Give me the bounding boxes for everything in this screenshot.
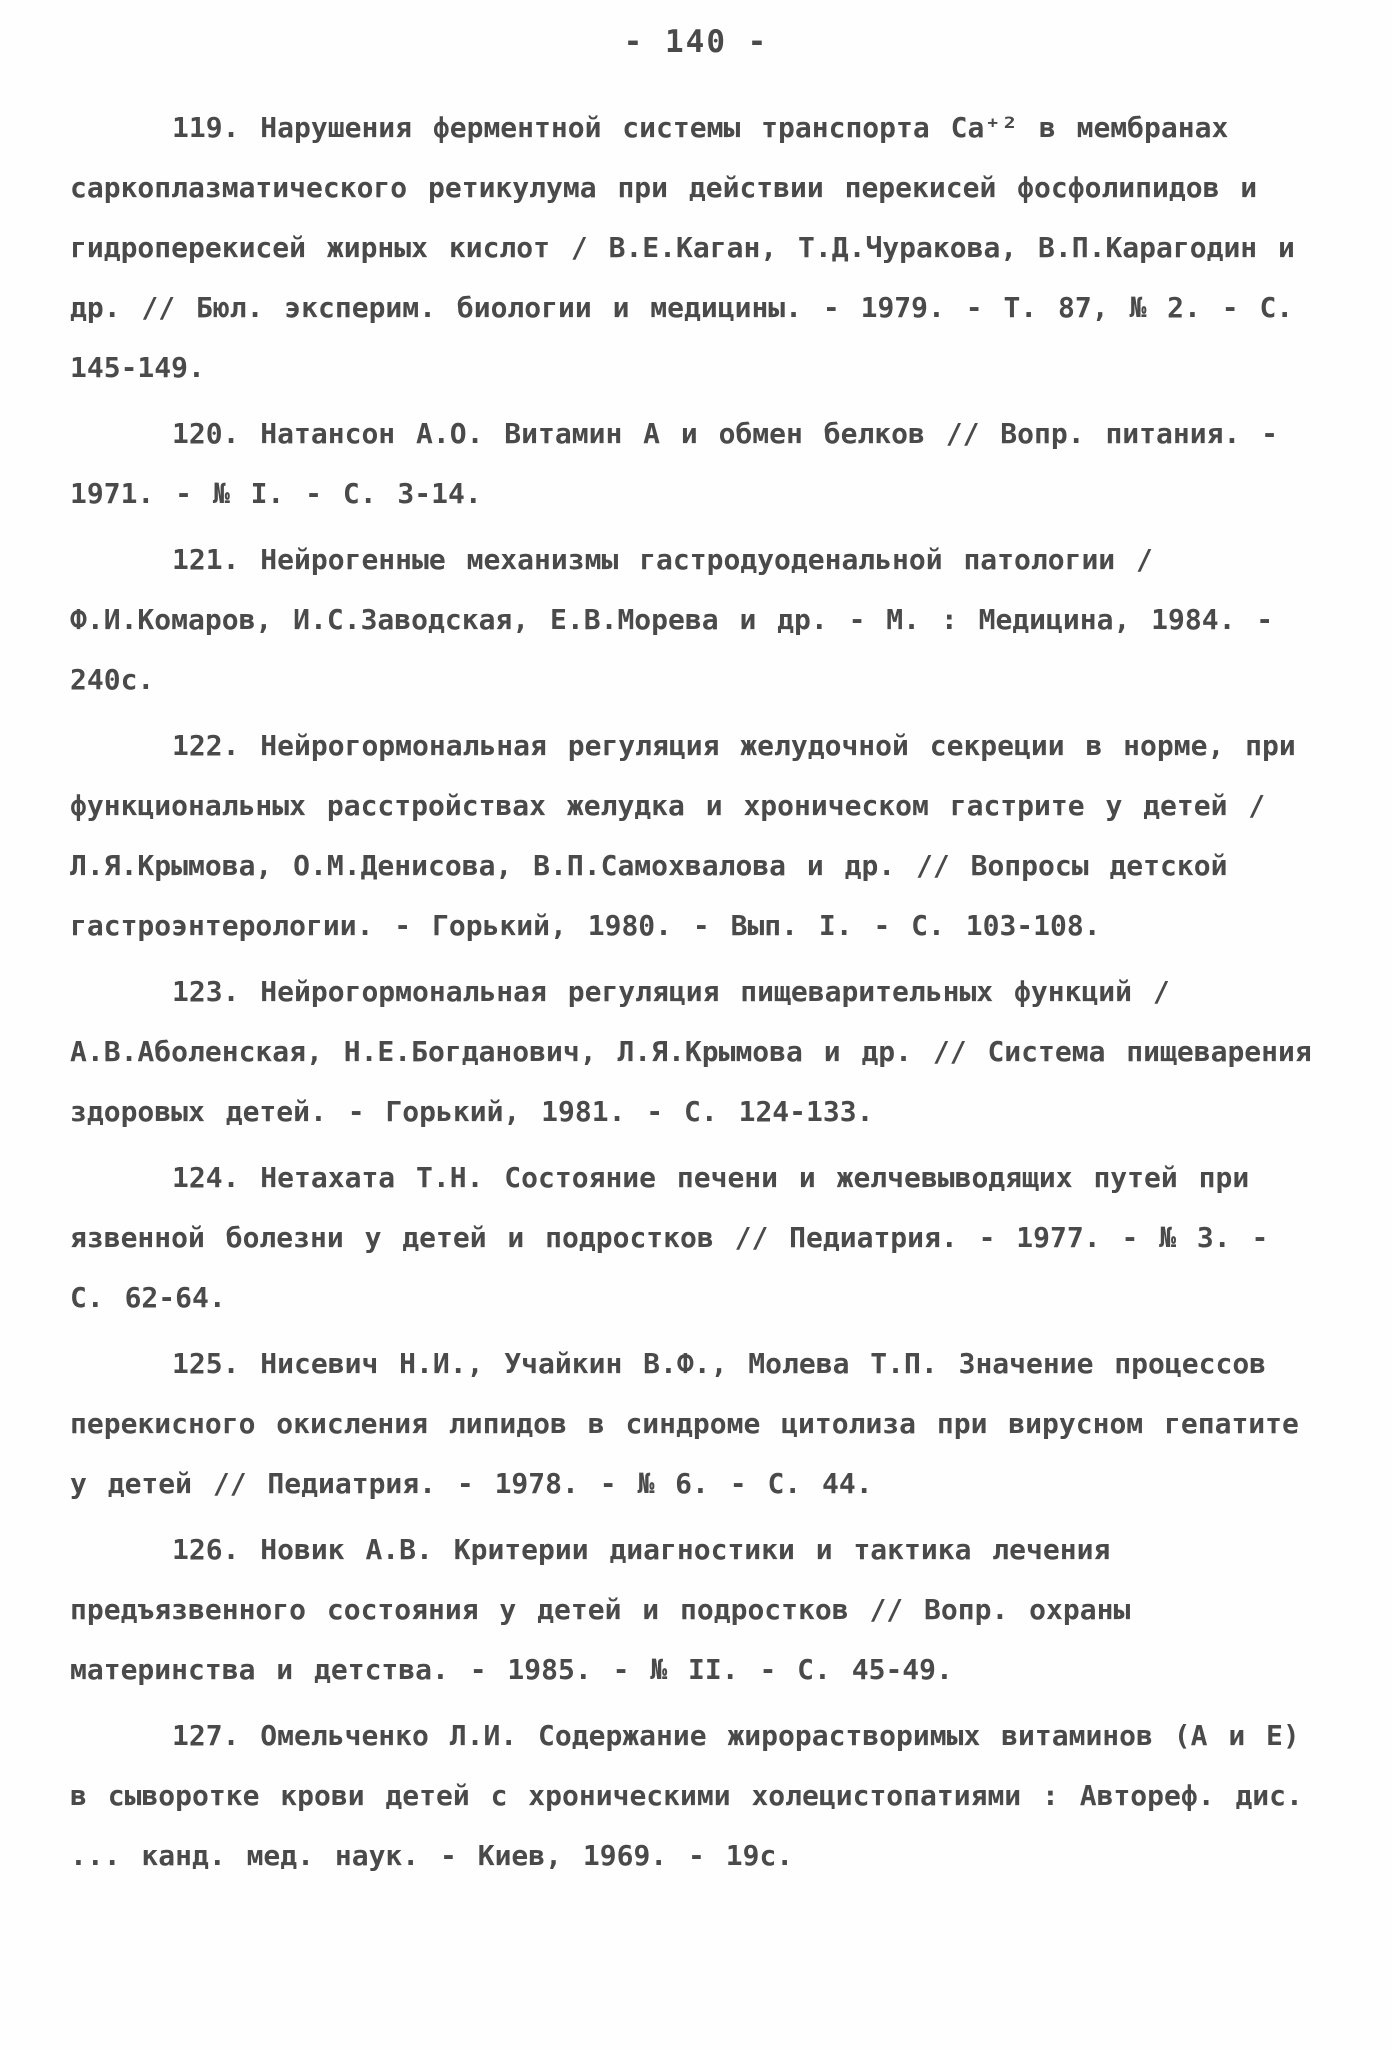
reference-text: Нейрогенные механизмы гастродуоденальной патологии / Ф.И.Комаров, И.С.Заводская, Е.В.Морева и др. - М. : Медицина, 1984. - 240с.: [70, 543, 1274, 696]
reference-item: [70, 1706, 1320, 1886]
reference-number: 127.: [172, 1719, 240, 1752]
reference-number: 126.: [172, 1533, 240, 1566]
reference-item: [70, 962, 1320, 1142]
reference-text: Натансон А.О. Витамин А и обмен белков // Вопр. питания. - 1971. - № I. - С. 3-14.: [70, 417, 1279, 510]
reference-text: Нарушения ферментной системы транспорта Ca⁺² в мембранах саркоплазматического ретикулума при действии перекисей фосфолипидов и гидроперекисей жирных кислот / В.Е.Каган, Т.Д.Чуракова, В.П.Карагодин и др. // Бюл. эксперим. биологии и медицины. - 1979. - Т. 87, № 2. - С. 145-149.: [70, 111, 1295, 384]
reference-item: [70, 1148, 1320, 1328]
reference-item: [70, 530, 1320, 710]
page-number: - 140 -: [623, 24, 769, 60]
reference-number: 119.: [172, 111, 240, 144]
reference-number: 125.: [172, 1347, 240, 1380]
reference-text: Новик А.В. Критерии диагностики и тактика лечения предъязвенного состояния у детей и подростков // Вопр. охраны материнства и детства. - 1985. - № II. - С. 45-49.: [70, 1533, 1131, 1686]
reference-number: 123.: [172, 975, 240, 1008]
reference-text: Нетахата Т.Н. Состояние печени и желчевыводящих путей при язвенной болезни у детей и подростков // Педиатрия. - 1977. - № 3. - С. 62-64.: [70, 1161, 1269, 1314]
reference-item: [70, 716, 1320, 956]
reference-item: [70, 1334, 1320, 1514]
reference-item: [70, 404, 1320, 524]
reference-text: Нейрогормональная регуляция пищеварительных функций / А.В.Аболенская, Н.Е.Богданович, Л.Я.Крымова и др. // Система пищеварения здоровых детей. - Горький, 1981. - С. 124-133.: [70, 975, 1312, 1128]
reference-number: 124.: [172, 1161, 240, 1194]
reference-text: Нисевич Н.И., Учайкин В.Ф., Молева Т.П. Значение процессов перекисного окисления липидов в синдроме цитолиза при вирусном гепатите у детей // Педиатрия. - 1978. - № 6. - С. 44.: [70, 1347, 1299, 1500]
reference-text: Омельченко Л.И. Содержание жирорастворимых витаминов (А и Е) в сыворотке крови детей с хроническими холецистопатиями : Автореф. дис. ... канд. мед. наук. - Киев, 1969. - 19с.: [70, 1719, 1303, 1872]
reference-number: 120.: [172, 417, 240, 450]
reference-number: 122.: [172, 729, 240, 762]
reference-list: [70, 98, 1320, 1892]
reference-number: 121.: [172, 543, 240, 576]
reference-item: [70, 1520, 1320, 1700]
reference-text: Нейрогормональная регуляция желудочной секреции в норме, при функциональных расстройствах желудка и хроническом гастрите у детей / Л.Я.Крымова, О.М.Денисова, В.П.Самохвалова и др. // Вопросы детской гастроэнтерологии. - Горький, 1980. - Вып. I. - С. 103-108.: [70, 729, 1296, 942]
reference-item: [70, 98, 1320, 398]
